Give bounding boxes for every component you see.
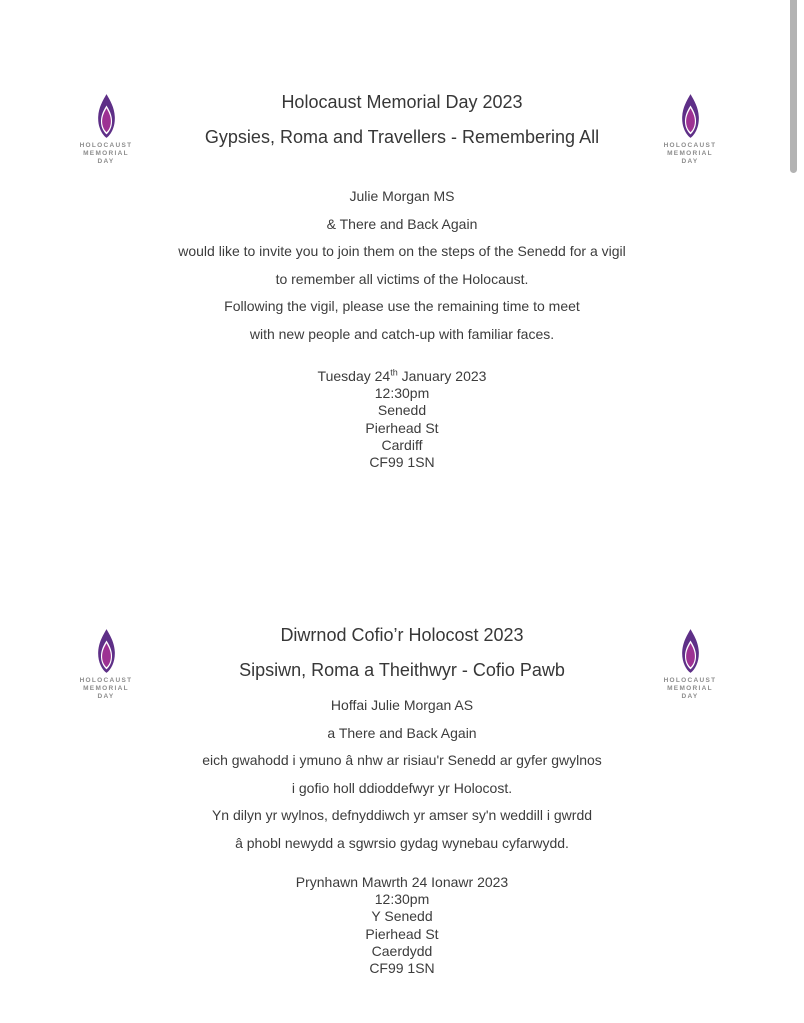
event-date: Prynhawn Mawrth 24 Ionawr 2023 [295,874,509,890]
event-date-prefix: Tuesday 24 [317,368,391,384]
english-invitation-text [0,183,804,349]
logo-text-line: DAY [97,693,115,700]
event-city: Cardiff [381,436,423,453]
body-line: Following the vigil, please use the remaining time to meet [224,298,580,315]
event-date [0,368,804,385]
english-title: Holocaust Memorial Day 2023 [281,92,523,112]
logo-text-line: HOLOCAUST [663,677,717,684]
event-time: 12:30pm [374,891,430,908]
body-line: to remember all victims of the Holocaust. [275,270,529,287]
event-street: Pierhead St [365,925,439,942]
body-line: & There and Back Again [326,215,478,232]
logo-text-line: MEMORIAL [667,685,713,692]
event-street: Pierhead St [365,419,439,436]
event-venue: Y Senedd [371,908,433,925]
event-city: Caerdydd [371,942,433,959]
body-line: Julie Morgan MS [349,188,455,204]
event-postcode: CF99 1SN [369,960,435,977]
logo-text-line: DAY [681,693,699,700]
event-time: 12:30pm [374,385,430,402]
body-line: with new people and catch-up with familiar faces. [249,325,555,342]
event-date-suffix: January 2023 [397,368,487,384]
welsh-title: Diwrnod Cofio’r Holocost 2023 [280,625,524,645]
body-line: Hoffai Julie Morgan AS [330,697,474,713]
welsh-subtitle: Sipsiwn, Roma a Theithwyr - Cofio Pawb [239,660,565,680]
body-line: a There and Back Again [327,724,477,741]
body-line: would like to invite you to join them on the steps of the Senedd for a vigil [178,243,626,260]
logo-text-line: MEMORIAL [83,150,129,157]
body-line: eich gwahodd i ymuno â nhw ar risiau'r Senedd ar gyfer gwylnos [202,752,602,769]
welsh-event-details [0,874,804,977]
event-date-ordinal: th [390,367,398,378]
event-postcode: CF99 1SN [369,454,435,471]
body-line: â phobl newydd a sgwrsio gydag wynebau cyfarwydd. [235,834,569,851]
logo-text-line: MEMORIAL [83,685,129,692]
english-event-details [0,368,804,471]
logo-text-line: HOLOCAUST [663,142,717,149]
event-venue: Senedd [377,402,427,419]
body-line: i gofio holl ddioddefwyr yr Holocost. [291,779,513,796]
welsh-invitation-text [0,692,804,858]
logo-text-line: DAY [97,158,115,165]
logo-text-line: HOLOCAUST [79,142,133,149]
logo-text-line: DAY [681,158,699,165]
logo-text-line: MEMORIAL [667,150,713,157]
body-line: Yn dilyn yr wylnos, defnyddiwch yr amser sy'n weddill i gwrdd [211,807,593,824]
english-subtitle: Gypsies, Roma and Travellers - Remembering All [204,127,600,147]
logo-text-line: HOLOCAUST [79,677,133,684]
